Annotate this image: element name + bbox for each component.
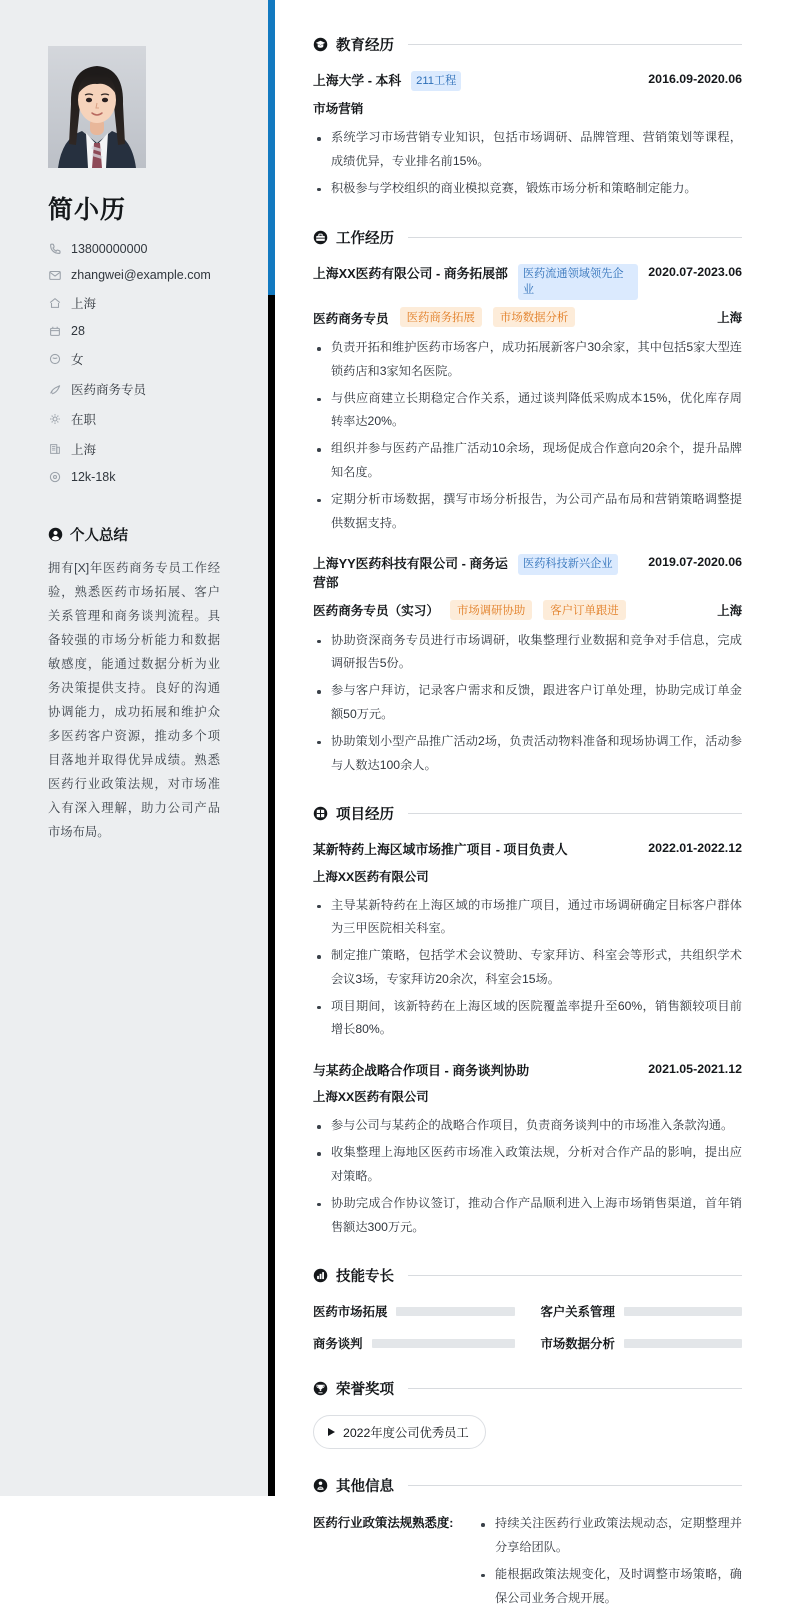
project-bullets (313, 1114, 742, 1239)
skill-tag: 客户订单跟进 (543, 600, 625, 620)
bullet-item: 参与客户拜访，记录客户需求和反馈，跟进客户订单处理，协助完成订单金额50万元。 (313, 679, 742, 727)
bullet-item: 收集整理上海地区医药市场准入政策法规，分析对合作产品的影响，提出应对策略。 (313, 1141, 742, 1189)
entry-header-row (313, 840, 742, 859)
graduation-cap-icon (313, 37, 328, 52)
education-date: 2016.09-2020.06 (648, 72, 742, 86)
briefcase-icon (313, 230, 328, 245)
building-icon (48, 442, 62, 456)
project-company: 上海XX医药有限公司 (313, 869, 429, 884)
skill-item (541, 1302, 743, 1320)
contact-value: 13800000000 (71, 242, 148, 256)
divider (408, 1485, 742, 1486)
skill-chart-icon (313, 1268, 328, 1283)
contact-value: 12k-18k (71, 470, 116, 484)
info-person-icon (313, 1478, 328, 1493)
role-title: 医药商务专员（实习） (313, 604, 439, 619)
bullet-item: 协助资深商务专员进行市场调研，收集整理行业数据和竞争对手信息，完成调研报告5份。 (313, 629, 742, 677)
work-bullets (313, 336, 742, 535)
bullet-item: 能根据政策法规变化，及时调整市场策略，确保公司业务合规开展。 (477, 1563, 742, 1611)
contact-value: 上海 (71, 297, 97, 311)
skill-bar-track (396, 1307, 514, 1316)
work-location: 上海 (717, 311, 742, 326)
entry-header-row (313, 554, 742, 592)
work-location: 上海 (717, 603, 742, 618)
education-entry (313, 71, 742, 201)
contact-item-age (48, 324, 268, 338)
home-icon (48, 296, 62, 310)
person-circle-icon (48, 527, 63, 542)
project-bullets (313, 894, 742, 1043)
skill-item (313, 1302, 515, 1320)
skills-grid (313, 1302, 742, 1352)
skill-label: 商务谈判 (313, 1337, 363, 1352)
play-triangle-icon (328, 1428, 335, 1436)
status-icon (48, 412, 62, 426)
other-body (477, 1512, 742, 1613)
entry-header-row (313, 71, 742, 91)
skill-item (541, 1334, 743, 1352)
gender-icon (48, 352, 62, 366)
entry-header-row (313, 264, 742, 300)
company-name: 上海XX医药有限公司 - 商务拓展部 (313, 265, 508, 281)
contact-list (48, 242, 268, 484)
divider (408, 237, 742, 238)
summary-text: 拥有[X]年医药商务专员工作经验，熟悉医药市场拓展、客户关系管理和商务谈判流程。具备较强的市场分析能力和数据敏感度，能通过数据分析为业务决策提供支持。良好的沟通协调能力，成功拓展和维护众多医药客户资源，推动多个项目落地并取得优异成绩。熟悉医药行业政策法规，对市场准入有深入理解，助力公司产品市场布局。 (48, 561, 220, 839)
work-date: 2019.07-2020.06 (648, 555, 742, 570)
sidebar (0, 0, 268, 1496)
bullet-item: 协助策划小型产品推广活动2场，负责活动物料准备和现场协调工作，活动参与人数达100余人。 (313, 730, 742, 778)
role-title: 医药商务专员 (313, 311, 389, 326)
other-row (313, 1512, 742, 1613)
education-header (313, 34, 742, 55)
skills-title: 技能专长 (336, 1269, 394, 1286)
other-bullets (477, 1512, 742, 1610)
honor-chip[interactable] (313, 1415, 486, 1449)
bullet-item: 持续关注医药行业政策法规动态，定期整理并分享给团队。 (477, 1512, 742, 1560)
contact-value: 医药商务专员 (71, 383, 147, 397)
divider (408, 813, 742, 814)
phone-icon (48, 242, 62, 256)
honors-title: 荣誉奖项 (336, 1382, 394, 1399)
other-title: 其他信息 (336, 1479, 394, 1496)
divider (408, 1388, 742, 1389)
work-date: 2020.07-2023.06 (648, 264, 742, 279)
bullet-item: 负责开拓和维护医药市场客户，成功拓展新客户30余家，其中包括5家大型连锁药店和3家知名医院。 (313, 336, 742, 384)
education-title: 教育经历 (336, 38, 394, 54)
work-section (313, 227, 742, 778)
work-entry (313, 264, 742, 536)
honor-list (313, 1415, 742, 1449)
mail-icon (48, 268, 62, 282)
projects-header (313, 803, 742, 824)
skill-tag: 市场调研协助 (450, 600, 532, 620)
bullet-item: 项目期间，该新特药在上海区域的医院覆盖率提升至60%，销售额较项目前增长80%。 (313, 995, 742, 1043)
bullet-item: 参与公司与某药企的战略合作项目，负责商务谈判中的市场准入条款沟通。 (313, 1114, 742, 1138)
skill-bar-track (372, 1339, 515, 1348)
other-label: 医药行业政策法规熟悉度: (313, 1516, 454, 1531)
honors-section (313, 1378, 742, 1449)
company-tag: 医药科技新兴企业 (518, 554, 618, 574)
contact-item-phone (48, 242, 268, 256)
summary-section (48, 524, 220, 845)
school-name: 上海大学 - 本科 (313, 73, 402, 88)
bullet-item: 定期分析市场数据，撰写市场分析报告，为公司产品布局和营销策略调整提供数据支持。 (313, 488, 742, 536)
divider (408, 1275, 742, 1276)
contact-value: 女 (71, 353, 84, 367)
project-entry (313, 1061, 742, 1239)
honors-header (313, 1378, 742, 1399)
summary-title: 个人总结 (70, 528, 128, 544)
skill-item (313, 1334, 515, 1352)
skills-header (313, 1265, 742, 1286)
contact-value: zhangwei@example.com (71, 268, 211, 282)
accent-rail (268, 0, 275, 295)
company-name: 上海YY医药科技有限公司 - 商务运营部 (313, 556, 508, 591)
bullet-item: 系统学习市场营销专业知识，包括市场调研、品牌管理、营销策划等课程，成绩优异，专业排名前15%。 (313, 126, 742, 174)
salary-icon (48, 470, 62, 484)
projects-title: 项目经历 (336, 807, 394, 824)
education-section (313, 34, 742, 201)
contact-item-hometown (48, 294, 268, 312)
skill-label: 市场数据分析 (540, 1337, 615, 1352)
profile-name: 简小历 (48, 196, 127, 224)
honor-label: 2022年度公司优秀员工 (343, 1426, 469, 1441)
contact-item-salary (48, 470, 268, 484)
contact-item-status (48, 410, 268, 428)
trophy-icon (313, 1381, 328, 1396)
project-name: 与某药企战略合作项目 - 商务谈判协助 (313, 1063, 530, 1079)
other-header (313, 1475, 742, 1496)
bullet-item: 积极参与学校组织的商业模拟竞赛，锻炼市场分析和策略制定能力。 (313, 177, 742, 201)
project-date: 2022.01-2022.12 (648, 841, 742, 856)
main-content (268, 0, 794, 1605)
projects-section (313, 803, 742, 1239)
bullet-item: 组织并参与医药产品推广活动10余场，现场促成合作意向20余个，提升品牌知名度。 (313, 437, 742, 485)
major-name: 市场营销 (313, 102, 364, 117)
contact-item-position (48, 380, 268, 398)
contact-value: 上海 (71, 443, 97, 457)
contact-value: 在职 (71, 413, 97, 427)
skill-bar-track (624, 1307, 742, 1316)
bullet-item: 制定推广策略，包括学术会议赞助、专家拜访、科室会等形式，共组织学术会议3场，专家拜访20余次，科室会15场。 (313, 944, 742, 992)
contact-item-gender (48, 350, 268, 368)
education-bullets (313, 126, 742, 200)
work-header (313, 227, 742, 248)
calendar-icon (48, 324, 62, 338)
project-grid-icon (313, 806, 328, 821)
skill-bar-track (624, 1339, 742, 1348)
work-bullets (313, 629, 742, 778)
project-company: 上海XX医药有限公司 (313, 1090, 429, 1105)
skill-tag: 医药商务拓展 (400, 307, 482, 327)
company-tag: 医药流通领域领先企业 (518, 264, 638, 300)
project-name: 某新特药上海区域市场推广项目 - 项目负责人 (313, 842, 568, 858)
summary-header (48, 524, 220, 545)
work-title: 工作经历 (336, 230, 394, 247)
other-section (313, 1475, 742, 1613)
avatar-wrapper (48, 46, 268, 168)
skill-label: 医药市场拓展 (313, 1305, 388, 1320)
avatar (48, 46, 146, 168)
bullet-item: 协助完成合作协议签订，推动合作产品顺利进入上海市场销售渠道，首年销售额达300万元。 (313, 1192, 742, 1240)
divider (408, 44, 742, 45)
rocket-icon (48, 382, 62, 396)
project-date: 2021.05-2021.12 (648, 1062, 742, 1077)
skill-label: 客户关系管理 (540, 1305, 615, 1320)
role-row (313, 600, 742, 620)
skills-section (313, 1265, 742, 1352)
school-tag: 211工程 (411, 71, 461, 91)
bullet-item: 主导某新特药在上海区域的市场推广项目，通过市场调研确定目标客户群体为三甲医院相关科室。 (313, 894, 742, 942)
entry-header-row (313, 1061, 742, 1080)
bullet-item: 与供应商建立长期稳定合作关系，通过谈判降低采购成本15%，优化库存周转率达20%。 (313, 387, 742, 435)
project-entry (313, 840, 742, 1042)
work-entry (313, 554, 742, 777)
skill-tag: 市场数据分析 (493, 307, 575, 327)
role-row (313, 307, 742, 327)
contact-item-workplace (48, 440, 268, 458)
accent-rail-dark (268, 295, 275, 1496)
contact-item-email (48, 268, 268, 282)
contact-value: 28 (71, 324, 85, 338)
